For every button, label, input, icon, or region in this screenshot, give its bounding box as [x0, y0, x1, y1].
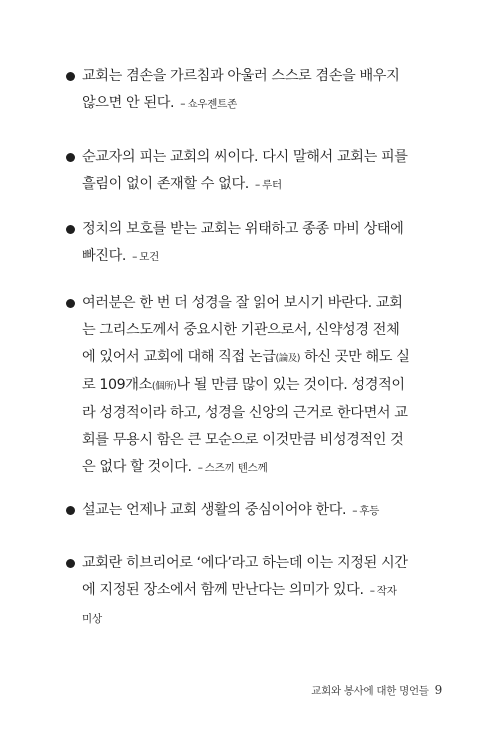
bullet-icon	[66, 153, 75, 162]
bullet-icon	[66, 225, 75, 234]
bullet-icon	[66, 299, 75, 308]
quote-author: 루터	[262, 179, 282, 191]
quote-text-line: 는 그리스도께서 중요시한 기관으로서, 신약성경 전체	[82, 322, 400, 338]
quote-author: 미상	[82, 613, 102, 625]
quote-text-line: 에 지정된 장소에서 함께 만난다는 의미가 있다.	[82, 582, 364, 598]
page-number: 9	[434, 683, 442, 697]
bullet-icon	[66, 506, 75, 515]
attribution-dash: –	[132, 251, 138, 263]
quote-text-line: 설교는 언제나 교회 생활의 중심이어야 한다.	[82, 502, 347, 518]
bullet-icon	[66, 559, 75, 568]
quote-item	[82, 550, 442, 633]
hanja-annotation: (論及)	[275, 353, 300, 364]
running-title: 교회와 봉사에 대한 명언들	[311, 685, 429, 697]
attribution-dash: –	[180, 98, 186, 110]
quote-text-line: 은 없다 할 것이다.	[82, 459, 192, 475]
quote-text-line: 나 될 만큼 많이 있는 것이다. 성경적이	[176, 377, 405, 393]
quote-text-line: 정치의 보호를 받는 교회는 위태하고 종종 마비 상태에	[82, 221, 404, 237]
hanja-annotation: (個所)	[151, 381, 177, 392]
attribution-dash: –	[255, 179, 261, 191]
quote-item	[82, 216, 442, 271]
quote-author: 스즈끼 텐스께	[204, 462, 268, 474]
quote-text-line: 않으면 안 된다.	[82, 95, 175, 111]
quote-item	[82, 497, 442, 525]
quote-item	[82, 290, 442, 482]
quote-text-line: 로 109개소	[82, 377, 152, 393]
quote-text-line: 흘림이 없이 존재할 수 없다.	[82, 176, 249, 192]
attribution-dash: –	[197, 462, 203, 474]
quote-text-line: 교회란 히브리어로 ‘에다’라고 하는데 이는 지정된 시간	[82, 555, 408, 571]
page-footer	[311, 683, 442, 698]
quote-text-line: 라 성경적이라 하고, 성경을 신앙의 근거로 한다면서 교	[82, 405, 408, 421]
attribution-dash: –	[352, 505, 358, 517]
quote-text-line: 에 있어서 교회에 대해 직접 논급	[82, 349, 276, 365]
bullet-icon	[66, 72, 75, 81]
quote-author: 쇼우젠트존	[187, 98, 238, 110]
quote-author: 모건	[139, 251, 160, 263]
quote-text-line: 회를 무용시 함은 큰 모순으로 이것만큼 비성경적인 것	[82, 432, 404, 448]
quote-text-line: 하신 곳만 해도 실	[299, 349, 410, 365]
attribution-dash: –	[369, 585, 375, 597]
quote-text-line: 순교자의 피는 교회의 씨이다. 다시 말해서 교회는 피를	[82, 149, 408, 165]
quote-text-line: 교회는 겸손을 가르침과 아울러 스스로 겸손을 배우지	[82, 68, 400, 84]
quote-item	[82, 144, 442, 199]
quote-item	[82, 63, 442, 118]
quote-author: 작자	[376, 585, 397, 597]
quote-text-line: 빠진다.	[82, 248, 127, 264]
quote-author: 후등	[359, 505, 380, 517]
quote-text-line: 여러분은 한 번 더 성경을 잘 읽어 보시기 바란다. 교회	[82, 295, 403, 311]
